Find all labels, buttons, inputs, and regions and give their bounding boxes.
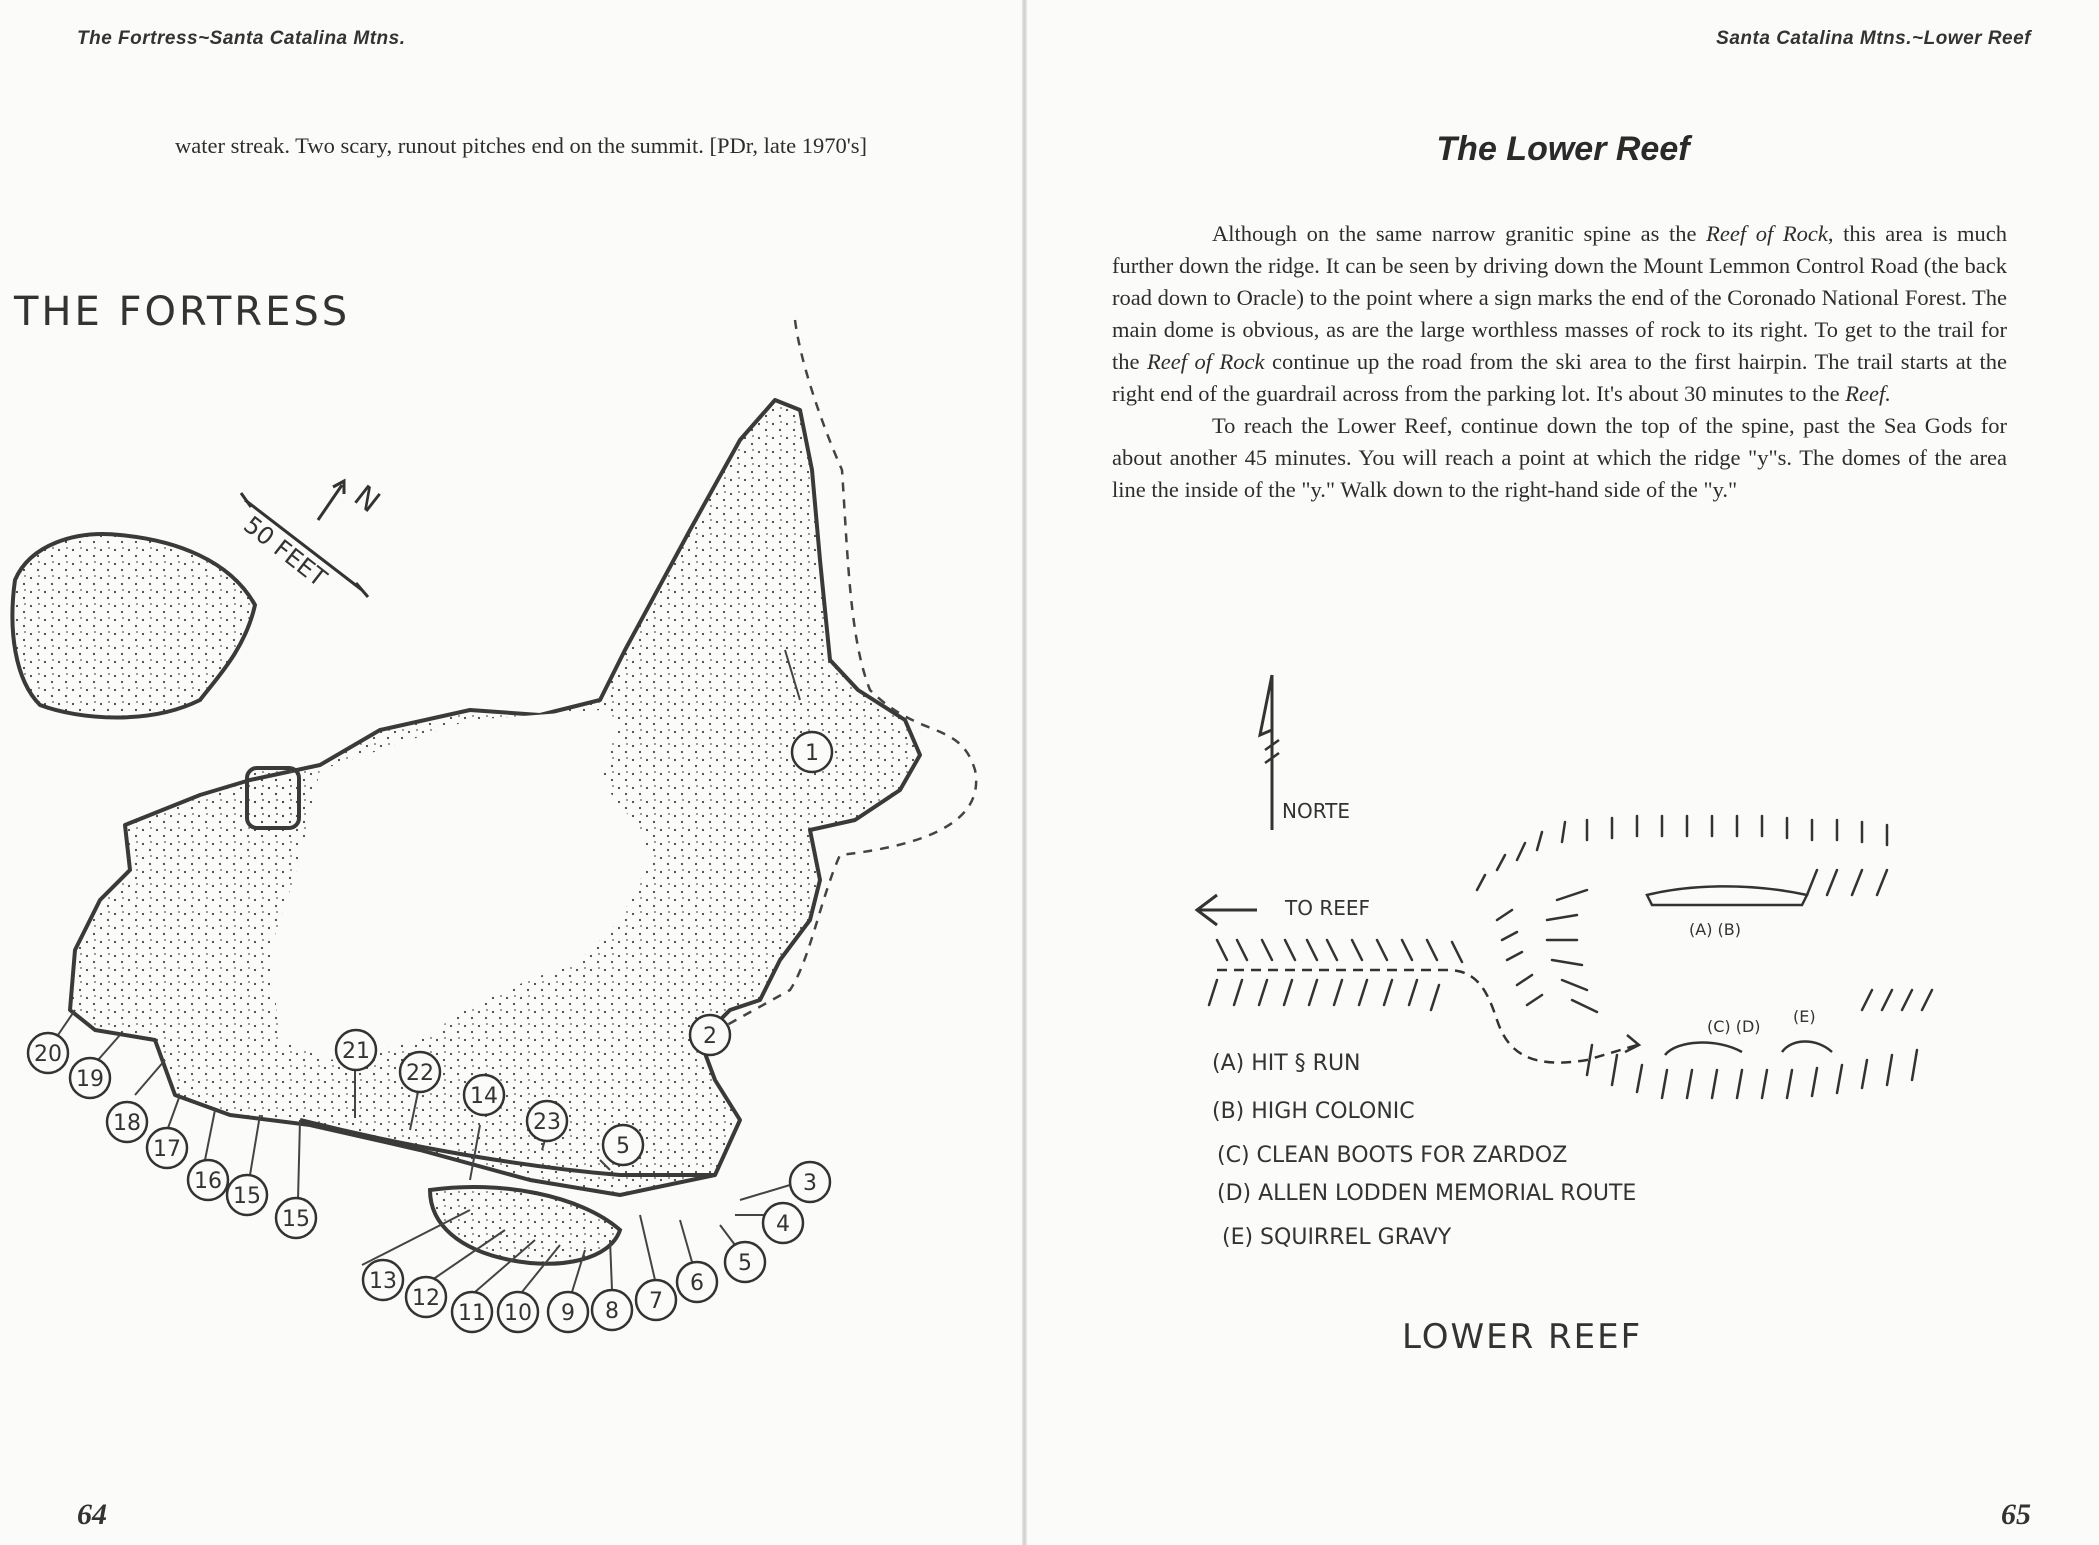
route-number: 19	[76, 1067, 104, 1092]
running-head-right: Santa Catalina Mtns.~Lower Reef	[1716, 28, 2031, 49]
route-legend	[1212, 1051, 1636, 1250]
route-number: 15	[282, 1207, 310, 1232]
route-marker	[188, 1110, 228, 1200]
section-title: The Lower Reef	[1436, 130, 1690, 168]
intro-paragraphs	[1112, 218, 2007, 506]
route-marker	[690, 1015, 730, 1055]
dome-e	[1782, 1042, 1832, 1053]
dome-cd	[1665, 1043, 1742, 1055]
legend-a: (A) HIT § RUN	[1212, 1051, 1361, 1076]
scale-label: 50 FEET	[238, 510, 332, 593]
route-number: 13	[369, 1269, 397, 1294]
route-marker	[720, 1225, 765, 1282]
left-page	[0, 0, 1022, 1545]
route-marker	[740, 1162, 830, 1202]
route-marker	[147, 1095, 187, 1168]
continued-text: water streak. Two scary, runout pitches end on the summit. [PDr, late 1970's]	[175, 133, 868, 158]
route-marker	[70, 1035, 120, 1098]
route-number: 5	[616, 1134, 630, 1159]
lower-reef-map-title: LOWER REEF	[1402, 1317, 1643, 1357]
legend-b: (B) HIGH COLONIC	[1212, 1099, 1415, 1124]
route-number: 22	[406, 1061, 434, 1086]
to-reef-arrow	[1197, 895, 1370, 925]
boulder-outline	[12, 534, 255, 717]
route-number: 6	[690, 1271, 704, 1296]
right-page	[1027, 0, 2099, 1545]
route-number: 15	[233, 1184, 261, 1209]
running-head-left: The Fortress~Santa Catalina Mtns.	[77, 28, 406, 49]
route-marker	[677, 1220, 717, 1302]
route-number: 8	[605, 1299, 619, 1324]
page-number-left: 64	[77, 1498, 107, 1531]
route-number: 18	[113, 1111, 141, 1136]
marker-e: (E)	[1793, 1007, 1816, 1026]
to-reef-label: TO REEF	[1285, 896, 1370, 920]
route-marker	[276, 1120, 316, 1238]
paragraph-2: To reach the Lower Reef, continue down the top of the spine, past the Sea Gods for about another 45 minutes. You will reach a point at which the ridge "y"s. The domes of the area line the inside of the "y." Walk down to the right-hand side of the "y."	[1112, 413, 2007, 502]
legend-e: (E) SQUIRREL GRAVY	[1222, 1225, 1452, 1250]
marker-ab: (A) (B)	[1689, 920, 1741, 939]
route-number: 20	[34, 1042, 62, 1067]
page-number-right: 65	[2001, 1498, 2031, 1531]
route-number: 14	[470, 1084, 498, 1109]
route-marker	[28, 1010, 75, 1073]
route-number: 11	[458, 1301, 486, 1326]
marker-cd: (C) (D)	[1707, 1017, 1761, 1036]
fortress-map-title: THE FORTRESS	[14, 289, 351, 335]
legend-d: (D) ALLEN LODDEN MEMORIAL ROUTE	[1217, 1181, 1637, 1206]
route-marker	[636, 1215, 676, 1320]
small-block	[247, 768, 299, 828]
route-number: 7	[649, 1289, 663, 1314]
route-number: 10	[504, 1301, 532, 1326]
route-number: 5	[738, 1251, 752, 1276]
route-marker	[735, 1203, 803, 1243]
route-number: 17	[153, 1137, 181, 1162]
lower-slab	[430, 1187, 620, 1264]
route-number: 3	[803, 1171, 817, 1196]
route-number: 23	[533, 1110, 561, 1135]
route-number: 4	[776, 1212, 790, 1237]
route-number: 1	[805, 741, 819, 766]
fortress-map	[0, 0, 1022, 1400]
route-number: 21	[342, 1039, 370, 1064]
route-number: 9	[561, 1301, 575, 1326]
legend-c: (C) CLEAN BOOTS FOR ZARDOZ	[1217, 1143, 1568, 1168]
route-number: 16	[194, 1169, 222, 1194]
scale-north-indicator	[238, 479, 386, 597]
route-number: 12	[412, 1286, 440, 1311]
route-number: 2	[703, 1024, 717, 1049]
paragraph-1: Although on the same narrow granitic spine as the Reef of Rock, this area is much further down the ridge. It can be seen by driving down the Mount Lemmon Control Road (the back road down to Oracle) to the point where a sign marks the end of the Coronado National Forest. The main dome is obvious, as are the large worthless masses of rock to its right. To get to the trail for the Reef of Rock continue up the road from the ski area to the first hairpin. The trail starts at the right end of the guardrail across from the parking lot. It's about 30 minutes to the Reef.	[1112, 221, 2007, 406]
lower-reef-map	[1027, 660, 2099, 1380]
north-label: N	[347, 478, 387, 521]
north-arrow-label: NORTE	[1282, 799, 1350, 823]
north-arrow	[1260, 675, 1350, 830]
dome-ab	[1647, 886, 1807, 905]
route-marker	[227, 1115, 267, 1215]
